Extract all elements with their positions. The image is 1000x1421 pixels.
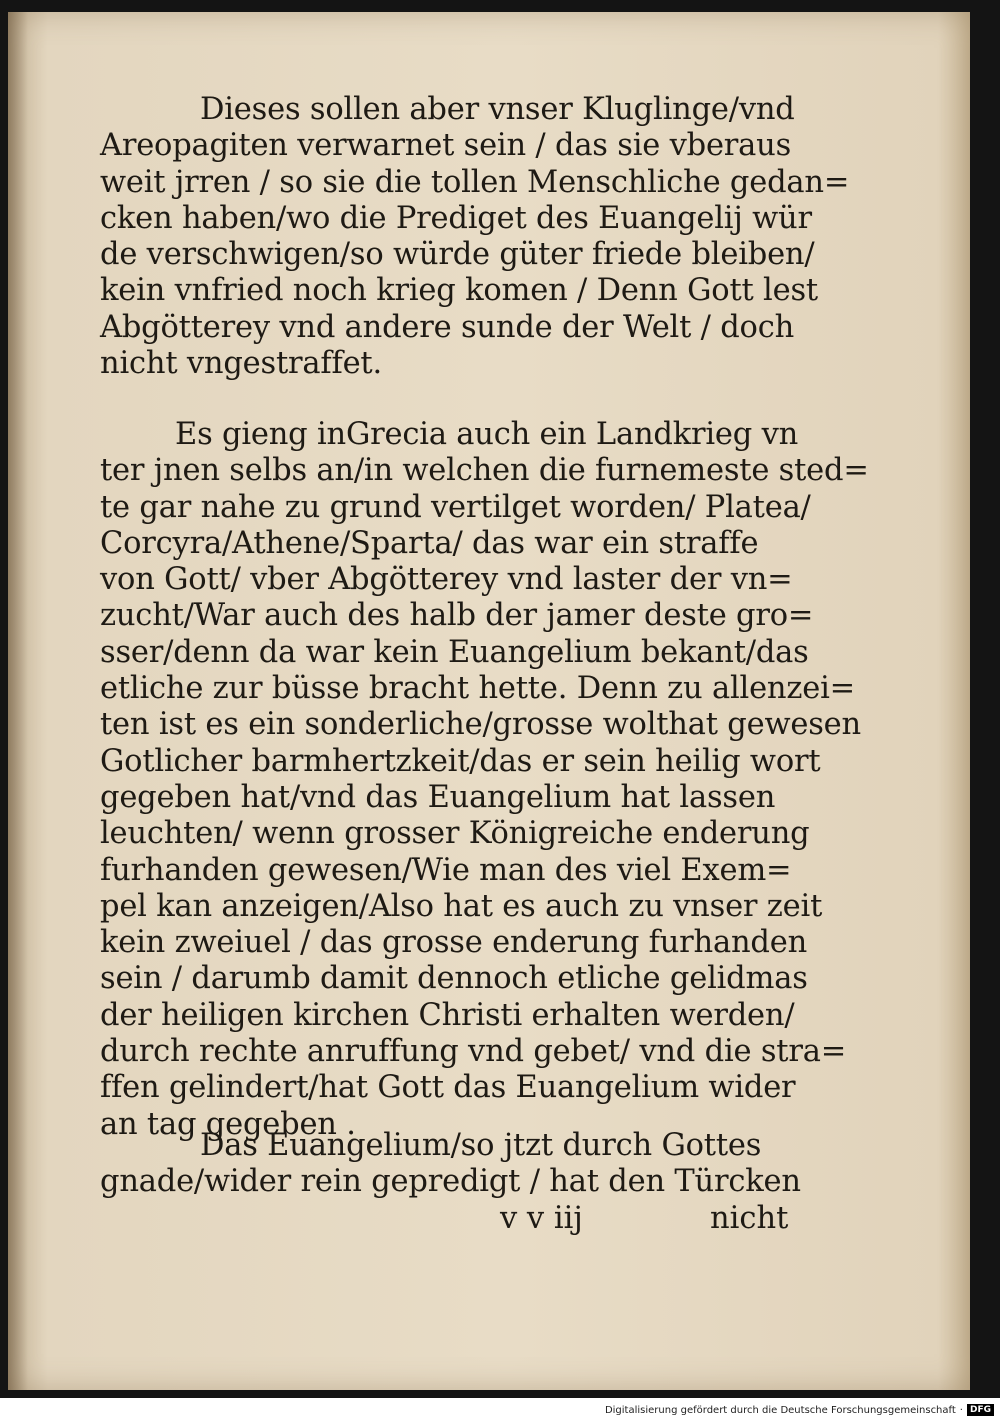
text-line: Das Euangelium/so jtzt durch Gottes <box>200 1128 762 1163</box>
text-line: pel kan anzeigen/Also hat es auch zu vnser zeit <box>100 888 823 924</box>
text-line: ten ist es ein sonderliche/grosse wolthat gewesen <box>100 707 861 743</box>
text-line: kein vnfried noch krieg komen / Denn Gott lest <box>100 273 818 309</box>
text-line: sser/denn da war kein Euangelium bekant/das <box>100 634 809 670</box>
paragraph-3 <box>100 1128 800 1201</box>
text-line: cken haben/wo die Prediget des Euangelij wür <box>100 200 812 236</box>
text-line: ffen gelindert/hat Gott das Euangelium wider <box>100 1070 796 1106</box>
text-line: Areopagiten verwarnet sein / das sie vberaus <box>100 128 792 164</box>
text-line: Abgötterey vnd andere sunde der Welt / doch <box>100 309 795 345</box>
text-line: gegeben hat/vnd das Euangelium hat lassen <box>100 779 776 815</box>
text-line: von Gott/ vber Abgötterey vnd laster der vn= <box>100 562 793 598</box>
text-line: te gar nahe zu grund vertilget worden/ Platea/ <box>100 489 811 525</box>
text-line: durch rechte anruffung vnd gebet/ vnd die stra= <box>100 1034 847 1070</box>
footer-separator: · <box>959 1404 963 1416</box>
text-line: ter jnen selbs an/in welchen die furnemeste sted= <box>100 453 869 489</box>
signature-mark: v v iij <box>500 1201 583 1236</box>
paragraph-2 <box>100 417 869 1143</box>
text-line: weit jrren / so sie die tollen Menschliche gedan= <box>100 164 850 200</box>
paragraph-1 <box>100 92 850 382</box>
text-line: zucht/War auch des halb der jamer deste gro= <box>100 598 814 634</box>
text-line: gnade/wider rein gepredigt / hat den Türcken <box>100 1164 801 1200</box>
dfg-logo-icon: DFG <box>967 1404 994 1416</box>
text-line: Dieses sollen aber vnser Kluglinge/vnd <box>200 92 795 127</box>
catchword: nicht <box>710 1201 789 1236</box>
text-line: sein / darumb damit dennoch etliche gelidmas <box>100 961 808 997</box>
text-line: leuchten/ wenn grosser Königreiche enderung <box>100 816 810 852</box>
page-bottom-marks <box>500 1201 800 1237</box>
text-line: de verschwigen/so würde güter friede bleiben/ <box>100 237 815 273</box>
text-line: etliche zur büsse bracht hette. Denn zu allenzei= <box>100 671 856 707</box>
text-line: furhanden gewesen/Wie man des viel Exem= <box>100 852 792 888</box>
text-line: Corcyra/Athene/Sparta/ das war ein straffe <box>100 525 759 561</box>
text-line: kein zweiuel / das grosse enderung furhanden <box>100 925 808 961</box>
text-line: der heiligen kirchen Christi erhalten werden/ <box>100 997 795 1033</box>
text-line: Es gieng inGrecia auch ein Landkrieg vn <box>175 417 799 452</box>
footer-text: Digitalisierung gefördert durch die Deutsche Forschungsgemeinschaft <box>604 1404 956 1416</box>
spine-shadow <box>8 12 28 1390</box>
digitization-footer <box>605 1400 994 1420</box>
text-line: an tag gegeben . <box>100 1106 356 1142</box>
text-line: nicht vngestraffet. <box>100 346 382 382</box>
text-line: Gotlicher barmhertzkeit/das er sein heilig wort <box>100 743 821 779</box>
